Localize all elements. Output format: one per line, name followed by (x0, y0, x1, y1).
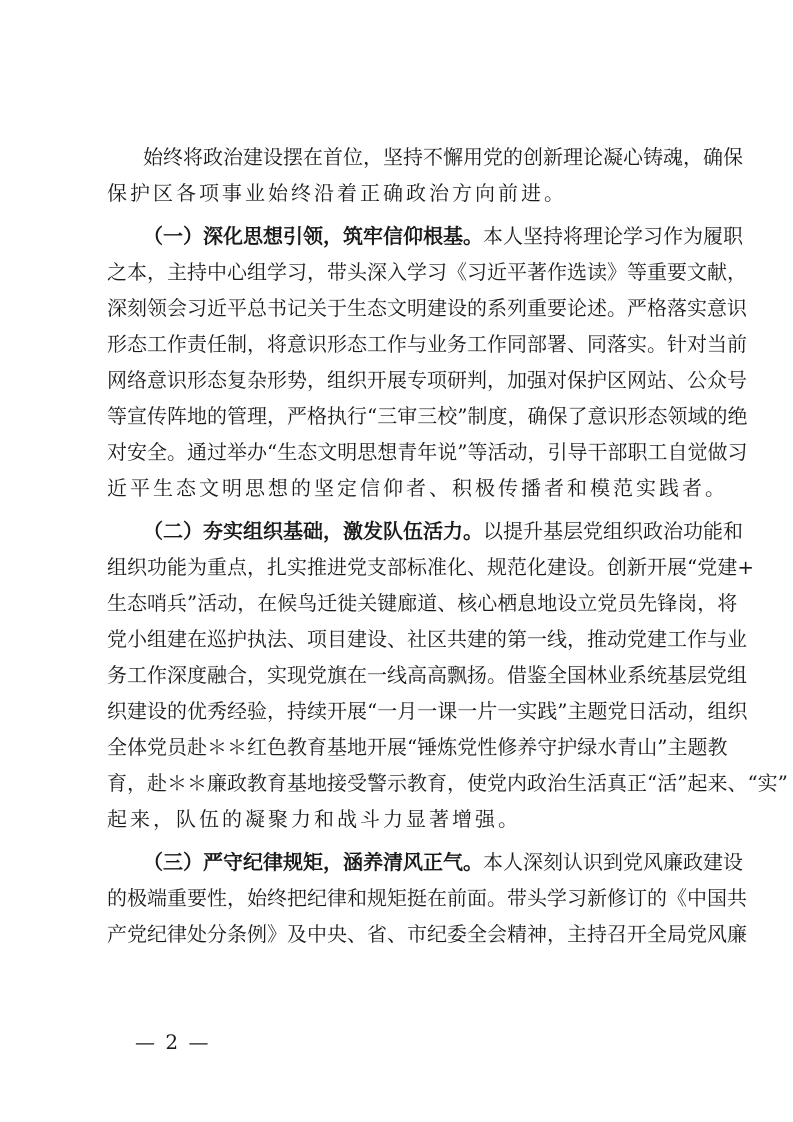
line-text: 深刻领会习近平总书记关于生态文明建设的系列重要论述。严格落实意识 (107, 296, 747, 320)
line-text: 以提升基层党组织政治功能和 (483, 519, 743, 543)
text-line (107, 290, 747, 326)
line-text: 产党纪律处分条例》及中央、省、市纪委全会精神，主持召开全局党风廉 (107, 922, 747, 946)
text-line (107, 434, 748, 470)
paragraph (107, 139, 743, 211)
document-body (107, 139, 788, 952)
line-text: 务工作深度融合，实现党旗在一线高高飘扬。借鉴全国林业系统基层党组 (107, 663, 747, 687)
line-text: 对安全。通过举办“生态文明思想青年说”等活动，引导干部职工自觉做习 (107, 440, 748, 464)
text-line (107, 398, 748, 434)
text-line (107, 513, 743, 549)
text-line (107, 916, 747, 952)
line-text: 生态哨兵”活动，在候鸟迁徙关键廊道、核心栖息地设立党员先锋岗，将 (107, 591, 738, 615)
line-text: 本人坚持将理论学习作为履职 (483, 224, 743, 248)
line-text: 组织功能为重点，扎实推进党支部标准化、规范化建设。创新开展“党建+ (107, 555, 754, 579)
line-text: 形态工作责任制，将意识形态工作与业务工作同部署、同落实。针对当前 (107, 332, 747, 356)
text-line (107, 175, 693, 211)
text-line (107, 326, 747, 362)
paragraph (107, 513, 788, 837)
text-line (107, 880, 747, 916)
section-heading: （一）深化思想引领，筑牢信仰根基。 (143, 224, 483, 248)
line-text: 织建设的优秀经验，持续开展“一月一课一片一实践”主题党日活动，组织 (107, 699, 748, 723)
text-line (107, 801, 693, 837)
text-line (107, 844, 743, 880)
text-line (107, 693, 748, 729)
line-text: 育，赴＊＊廉政教育基地接受警示教育，使党内政治生活真正“活”起来、“实” (107, 771, 788, 795)
line-text: 始终将政治建设摆在首位，坚持不懈用党的创新理论凝心铸魂，确保 (143, 145, 743, 169)
text-line (107, 621, 747, 657)
text-line (107, 729, 728, 765)
text-line (107, 470, 728, 506)
text-line (107, 657, 747, 693)
line-text: 之本，主持中心组学习，带头深入学习《习近平著作选读》等重要文献， (107, 260, 747, 284)
line-text: 保护区各项事业始终沿着正确政治方向前进。 (107, 181, 567, 205)
text-line (107, 585, 738, 621)
line-text: 近平生态文明思想的坚定信仰者、积极传播者和模范实践者。 (107, 476, 728, 500)
text-line (107, 549, 754, 585)
line-text: 本人深刻认识到党风廉政建设 (483, 850, 743, 874)
page-number: — 2 — (135, 1030, 211, 1054)
section-heading: （二）夯实组织基础，激发队伍活力。 (143, 519, 483, 543)
text-line (107, 362, 747, 398)
line-text: 的极端重要性，始终把纪律和规矩挺在前面。带头学习新修订的《中国共 (107, 886, 747, 910)
line-text: 等宣传阵地的管理，严格执行“三审三校”制度，确保了意识形态领域的绝 (107, 404, 748, 428)
text-line (107, 254, 747, 290)
text-line (107, 218, 743, 254)
text-line (107, 765, 788, 801)
line-text: 网络意识形态复杂形势，组织开展专项研判，加强对保护区网站、公众号 (107, 368, 747, 392)
paragraph (107, 218, 748, 506)
section-heading: （三）严守纪律规矩，涵养清风正气。 (143, 850, 483, 874)
line-text: 起来，队伍的凝聚力和战斗力显著增强。 (107, 807, 521, 831)
text-line (107, 139, 743, 175)
paragraph (107, 844, 747, 952)
line-text: 党小组建在巡护执法、项目建设、社区共建的第一线，推动党建工作与业 (107, 627, 747, 651)
line-text: 全体党员赴＊＊红色教育基地开展“锤炼党性修养守护绿水青山”主题教 (107, 735, 728, 759)
